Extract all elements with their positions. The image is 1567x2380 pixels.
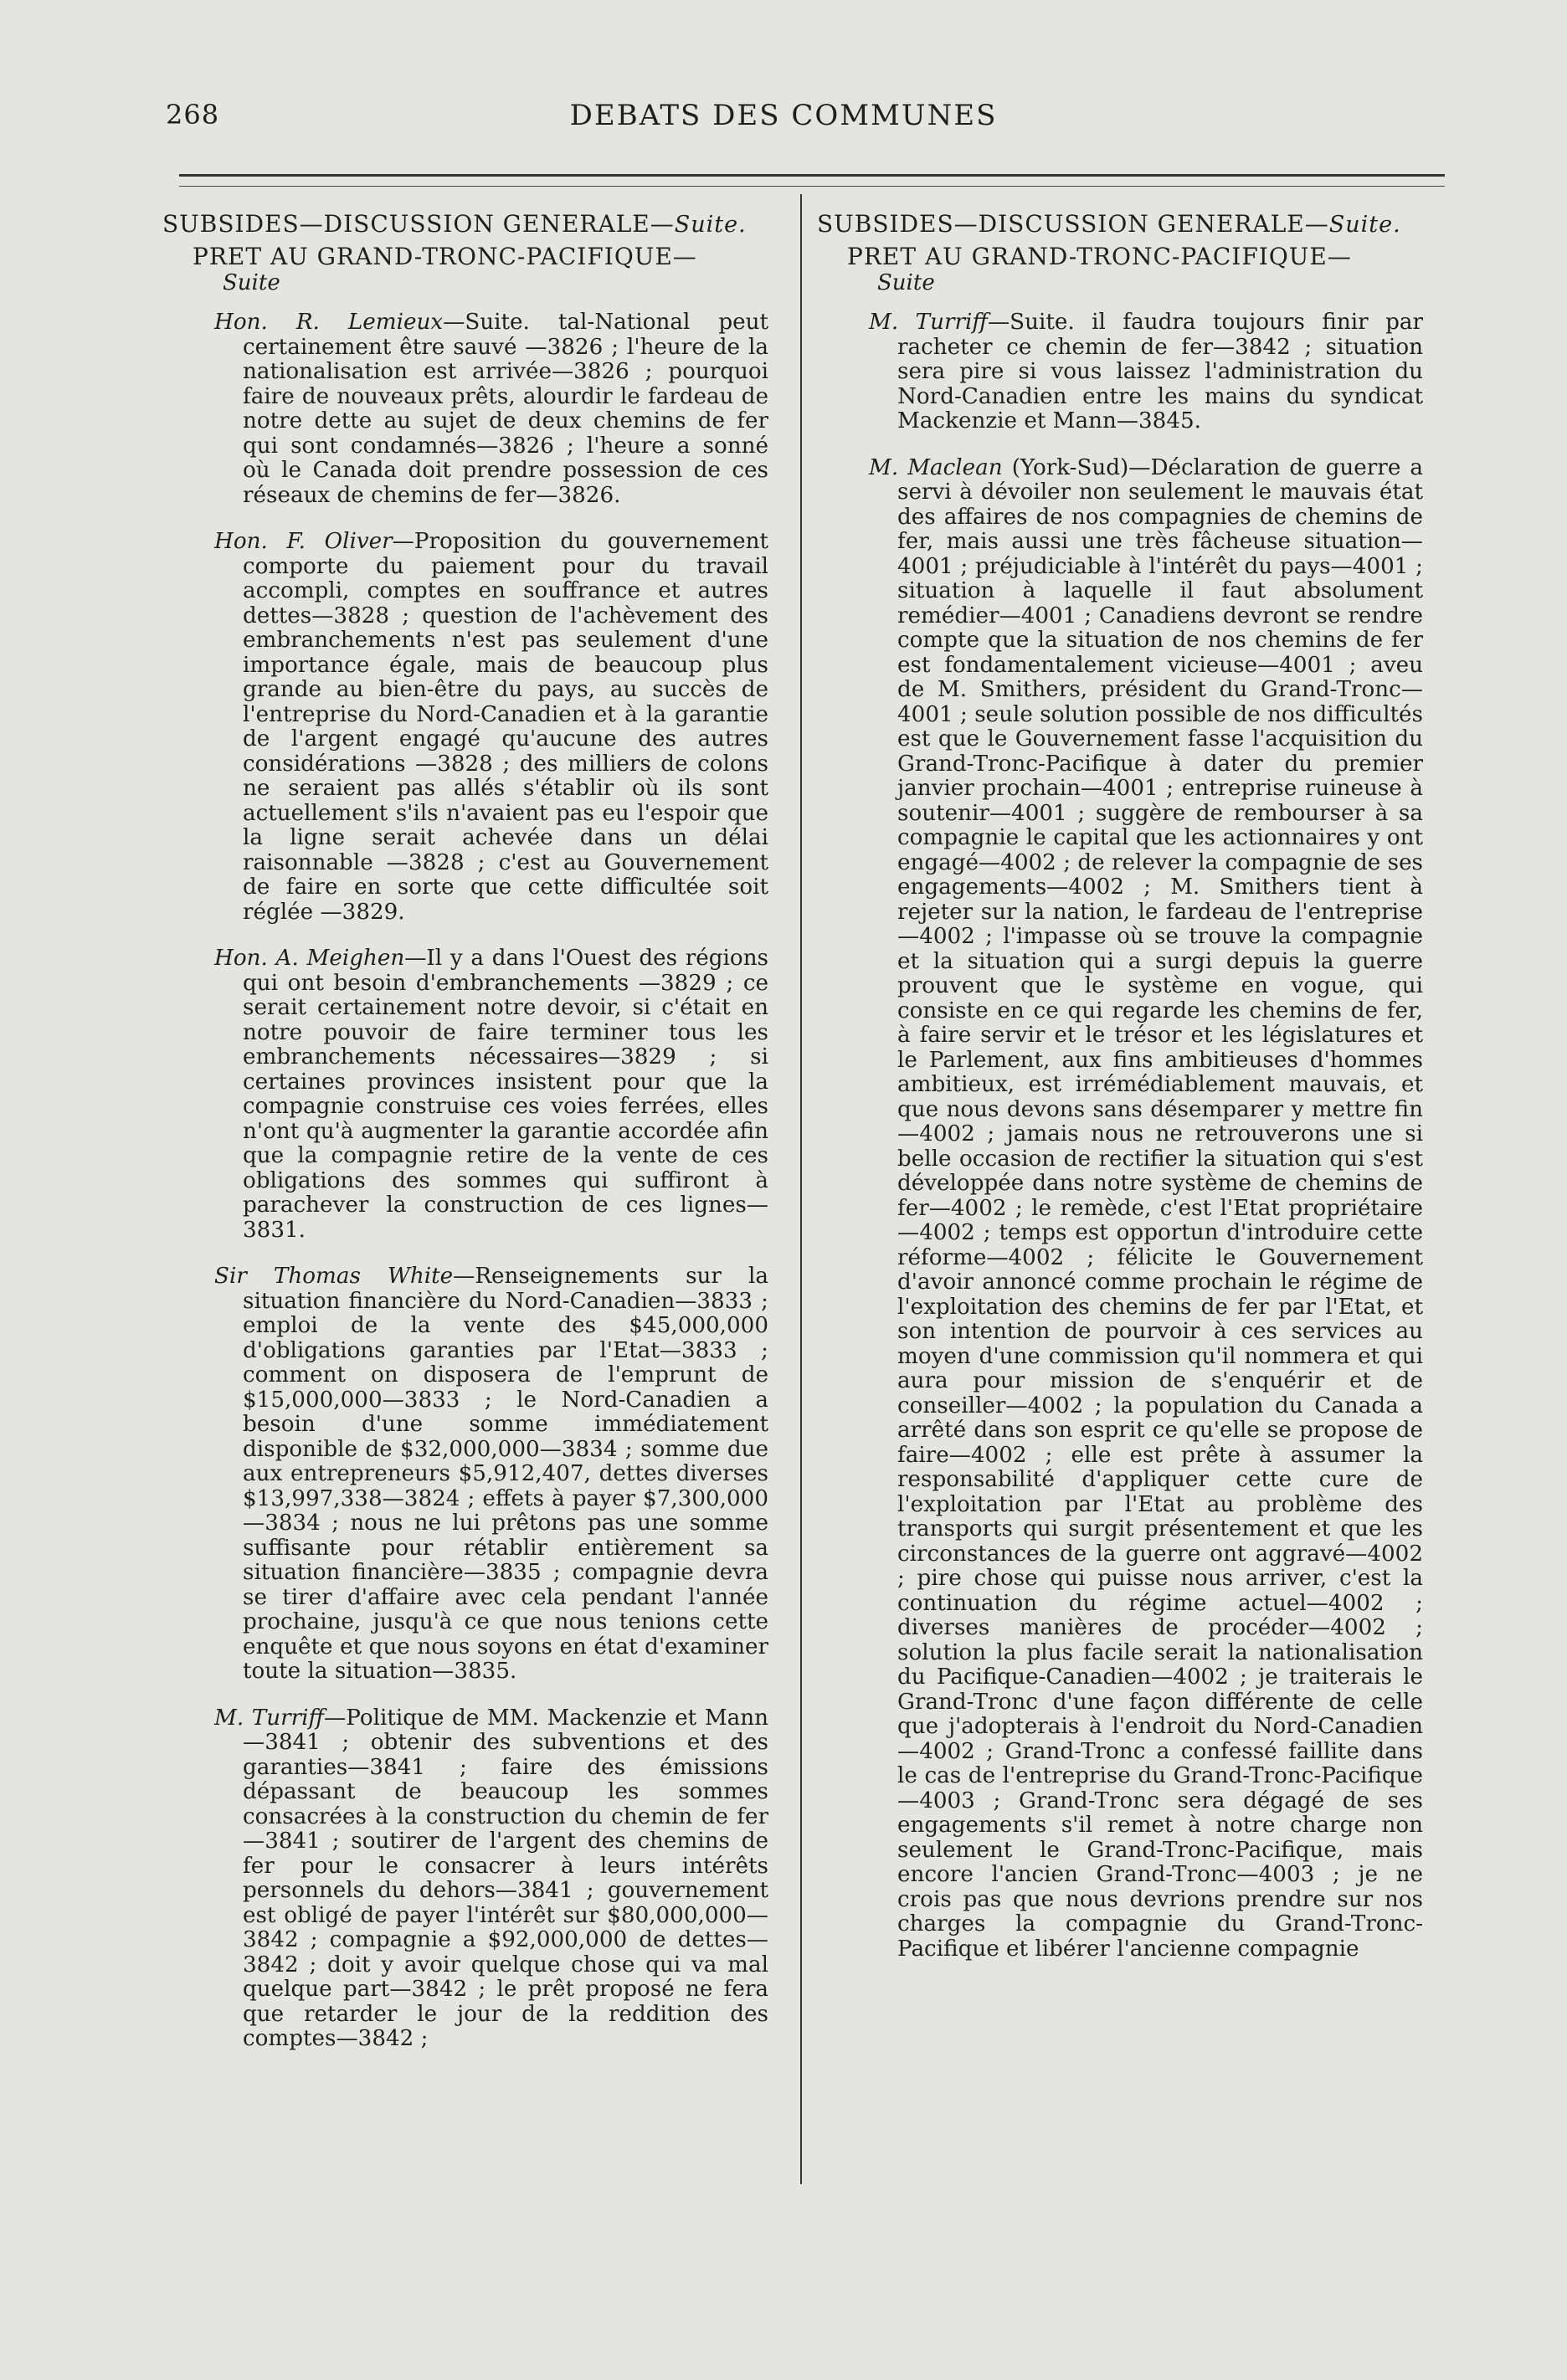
right-column xyxy=(817,211,1423,1983)
suite-label: Suite xyxy=(877,270,935,295)
entry-text: —Proposition du gouvernement comporte du paiement pour du travail accompli, comptes en souffrance et autres dettes—3828 ; question de l'achèvement des embranchements n'est pas seulement d'une importance égale, mais de beaucoup plus grande au bien-être du pays, au succès de l'entreprise du Nord-Canadien et à la garantie de l'argent engagé qu'aucune des autres considérations —3828 ; des milliers de colons ne seraient pas allés s'établir où ils sont actuellement s'ils n'avaient pas eu l'espoir que la ligne serait achevée dans un délai raisonnable —3828 ; c'est au Gouvernement de faire en sorte que cette difficultée soit réglée —3829. xyxy=(243,529,768,925)
header-rule xyxy=(179,174,1445,177)
speaker-name: Hon. R. Lemieux xyxy=(214,310,444,335)
entry-text: —Renseignements sur la situation financière du Nord-Canadien—3833 ; emploi de la vente des $45,000,000 d'obligations garanties par l'Etat—3833 ; comment on disposera de l'emprunt de $15,000,000—3833 ; le Nord-Canadien a besoin d'une somme immédiatement disponible de $32,000,000—3834 ; somme due aux entrepreneurs $5,912,407, dettes diverses $13,997,338—3824 ; effets à payer $7,300,000—3834 ; nous ne lui prêtons pas une somme suffisante pour rétablir entièrement sa situation financière—3835 ; compagnie devra se tirer d'affaire avec cela pendant l'année prochaine, jusqu'à ce que nous tenions cette enquête et que nous soyons en état d'examiner toute la situation—3835. xyxy=(243,1264,768,1684)
section-heading: SUBSIDES—DISCUSSION GENERALE—Suite. xyxy=(817,210,1401,238)
left-column xyxy=(162,211,768,2074)
column-divider xyxy=(800,194,802,2184)
suite-label: Suite xyxy=(223,270,280,295)
section-heading: SUBSIDES—DISCUSSION GENERALE—Suite. xyxy=(162,210,747,238)
entry-text: —Politique de MM. Mackenzie et Mann—3841 ; obtenir des subventions et des garanties—3841 ; faire des émissions dépassant de beaucoup les sommes consacrées à la construction du chemin de fer—3841 ; soutirer de l'argent des chemins de fer pour le consacrer à leurs intérêts personnels du dehors—3841 ; gouvernement est obligé de payer l'intérêt sur $80,000,000—3842 ; compagnie a $92,000,000 de dettes—3842 ; doit y avoir quelque chose qui va mal quelque part—3842 ; le prêt proposé ne fera que retarder le jour de la reddition des comptes—3842 ; xyxy=(243,1705,768,2051)
speaker-name: M. Maclean xyxy=(869,454,1003,480)
speaker-name: M. Turriff xyxy=(214,1705,325,1731)
speaker-name: M. Turriff xyxy=(869,310,988,335)
running-head: DEBATS DES COMMUNES xyxy=(569,99,998,132)
speaker-name: Hon. A. Meighen xyxy=(214,946,405,971)
speaker-name: Hon. F. Oliver xyxy=(214,529,393,554)
index-entry xyxy=(162,1264,768,1685)
subsection-heading: PRET AU GRAND-TRONC-PACIFIQUE— xyxy=(847,243,1352,270)
entry-text: —Il y a dans l'Ouest des régions qui ont besoin d'embranchements —3829 ; ce serait certainement notre devoir, si c'était en notre pouvoir de faire terminer tous les embranchements nécessaires—3829 ; si certaines provinces insistent pour que la compagnie construise ces voies ferrées, elles n'ont qu'à augmenter la garantie accordée afin que la compagnie retire de la vente de ces obligations des sommes qui suffiront à parachever la construction de ces lignes—3831. xyxy=(243,946,768,1243)
index-entry xyxy=(162,1706,768,2052)
index-entry xyxy=(162,530,768,925)
index-entry xyxy=(817,310,1423,434)
subsection-heading: PRET AU GRAND-TRONC-PACIFIQUE— xyxy=(193,243,697,270)
page-number: 268 xyxy=(166,99,220,131)
index-entry xyxy=(162,946,768,1243)
entry-text: —Suite. tal-National peut certainement être sauvé —3826 ; l'heure de la nationalisation est arrivée—3826 ; pourquoi faire de nouveaux prêts, alourdir le fardeau de notre dette au sujet de deux chemins de fer qui sont condamnés—3826 ; l'heure a sonné où le Canada doit prendre possession de ces réseaux de chemins de fer—3826. xyxy=(243,310,769,508)
index-entry xyxy=(817,456,1423,1962)
index-entry xyxy=(162,310,768,508)
entry-text: (York-Sud)—Déclaration de guerre a servi à dévoiler non seulement le mauvais état des affaires de nos compagnies de chemins de fer, mais aussi une très fâcheuse situation—4001 ; préjudiciable à l'intérêt du pays—4001 ; situation à laquelle il faut absolument remédier—4001 ; Canadiens devront se rendre compte que la situation de nos chemins de fer est fondamentalement vicieuse—4001 ; aveu de M. Smithers, président du Grand-Tronc—4001 ; seule solution possible de nos difficultés est que le Gouvernement fasse l'acquisition du Grand-Tronc-Pacifique à dater du premier janvier prochain—4001 ; entreprise ruineuse à soutenir—4001 ; suggère de rembourser à sa compagnie le capital que les actionnaires y ont engagé—4002 ; de relever la compagnie de ses engagements—4002 ; M. Smithers tient à rejeter sur la nation, le fardeau de l'entreprise—4002 ; l'impasse où se trouve la compagnie et la situation qui a surgi depuis la guerre prouvent que le système en vogue, qui consiste en ce qui regarde les chemins de fer, à faire servir et le trésor et les législatures et le Parlement, aux fins ambitieuses d'hommes ambitieux, est irrémédiablement mauvais, et que nous devons sans désemparer y mettre fin—4002 ; jamais nous ne retrouverons une si belle occasion de rectifier la situation qui s'est développée dans notre système de chemins de fer—4002 ; le remède, c'est l'Etat propriétaire—4002 ; temps est opportun d'introduire cette réforme—4002 ; félicite le Gouvernement d'avoir annoncé comme prochain le régime de l'exploitation des chemins de fer par l'Etat, et son intention de pourvoir à ces services au moyen d'une commission qu'il nommera et qui aura pour mission de s'enquérir et de conseiller—4002 ; la population du Canada a arrêté dans son esprit ce qu'elle se propose de faire—4002 ; elle est prête à assumer la responsabilité d'appliquer cette cure de l'exploitation par l'Etat au problème des transports qui surgit présentement et que les circonstances de la guerre ont aggravé—4002 ; pire chose qui puisse nous arriver, c'est la continuation du régime actuel—4002 ; diverses manières de procéder—4002 ; solution la plus facile serait la nationalisation du Pacifique-Canadien—4002 ; je traiterais le Grand-Tronc d'une façon différente de celle que j'adopterais à l'endroit du Nord-Canadien—4002 ; Grand-Tronc a confessé faillite dans le cas de l'entreprise du Grand-Tronc-Pacifique—4003 ; Grand-Tronc sera dégagé de ses engagements s'il remet à notre charge non seulement le Grand-Tronc-Pacifique, mais encore l'ancien Grand-Tronc—4003 ; je ne crois pas que nous devrions prendre sur nos charges la compagnie du Grand-Tronc-Pacifique et libérer l'ancienne compagnie xyxy=(897,454,1423,1962)
entry-text: —Suite. il faudra toujours finir par racheter ce chemin de fer—3842 ; situation sera pire si vous laissez l'administration du Nord-Canadien entre les mains du syndicat Mackenzie et Mann—3845. xyxy=(897,310,1424,433)
speaker-name: Sir Thomas White xyxy=(214,1264,454,1289)
header-rule-thin xyxy=(179,186,1445,187)
